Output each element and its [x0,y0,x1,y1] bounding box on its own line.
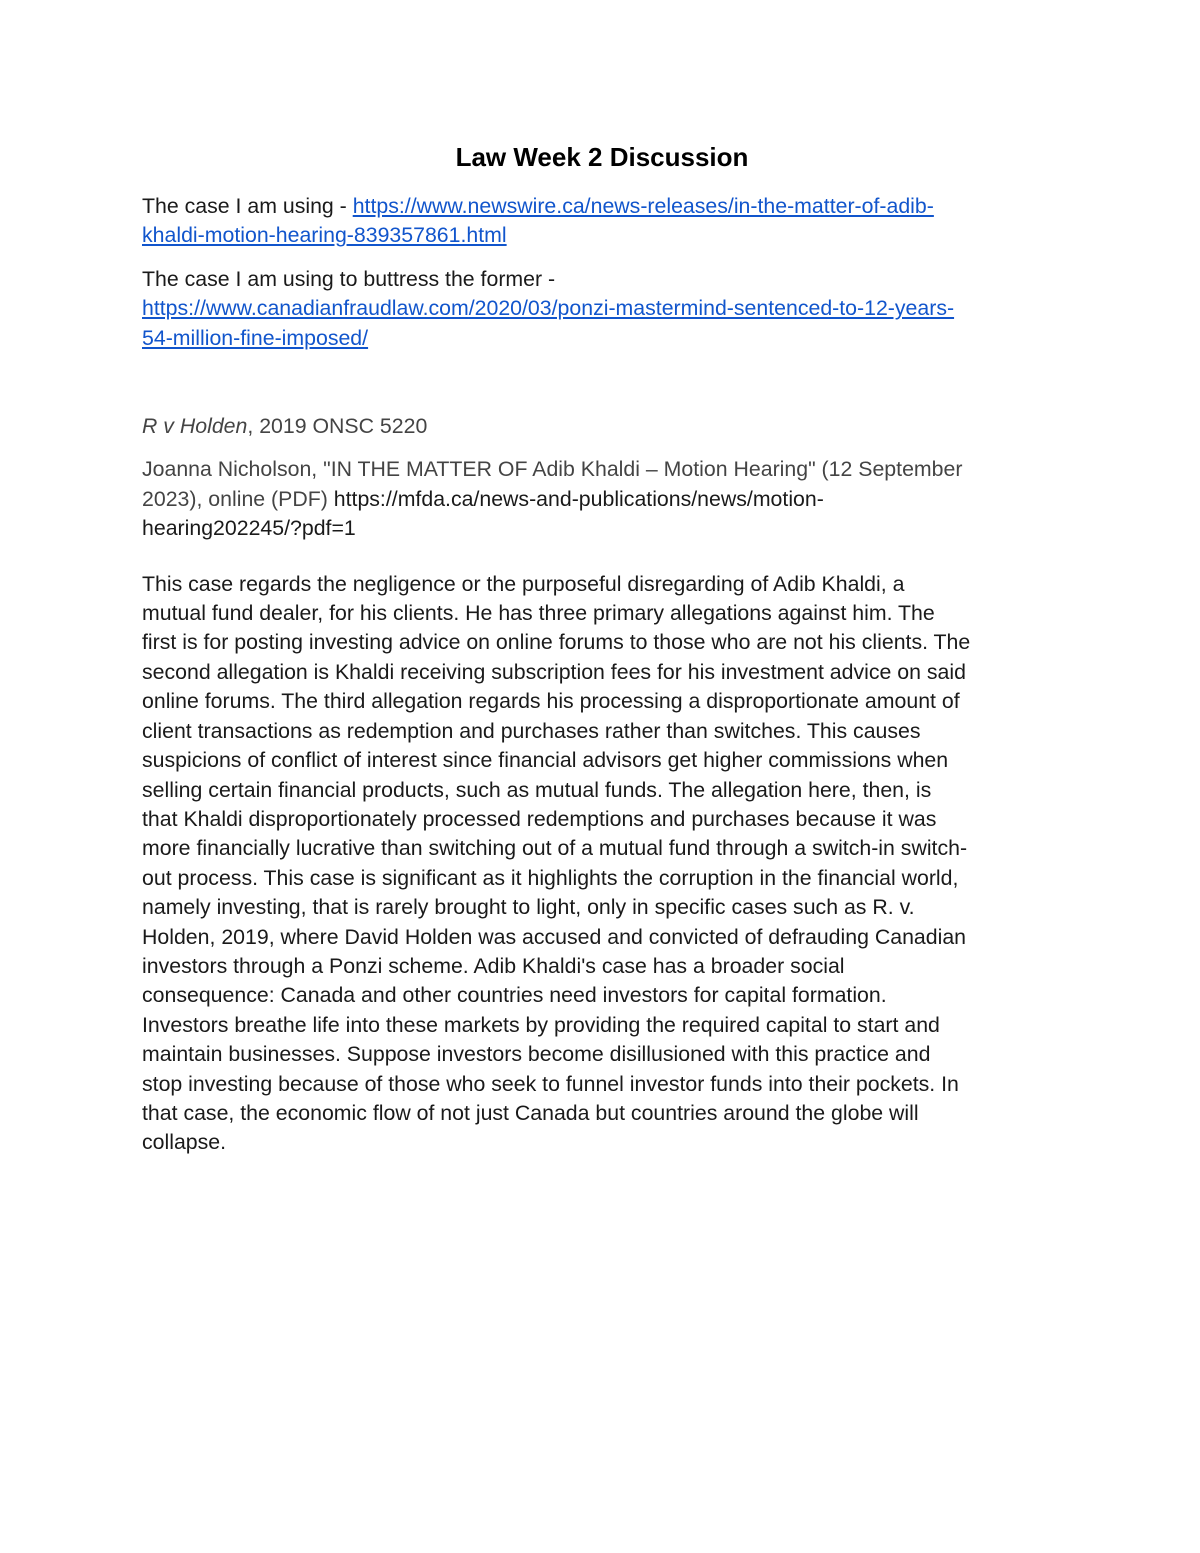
supporting-case-paragraph [142,265,1062,353]
primary-case-link-line1: https://www.newswire.ca/news-releases/in-the-matter-of-adib- [352,194,934,218]
body-line: collapse. [142,1130,227,1155]
primary-case-link-line2: khaldi-motion-hearing-839357861.html [142,223,507,248]
body-line: Holden, 2019, where David Holden was accused and convicted of defrauding Canadian [142,924,967,949]
supporting-case-link-line2: 54-million-fine-imposed/ [142,325,369,350]
body-line: consequence: Canada and other countries need investors for capital formation. [142,983,887,1008]
citation-holden [142,412,1062,441]
body-line: This case regards the negligence or the purposeful disregarding of Adib Khaldi, a [142,571,905,596]
body-line: online forums. The third allegation regards his processing a disproportionate amount of [142,689,960,714]
spacer [142,367,1062,412]
body-line: that Khaldi disproportionately processed redemptions and purchases because it was [142,806,937,831]
spacer [142,558,1062,570]
supporting-case-link[interactable] [142,296,954,349]
body-line: suspicions of conflict of interest since financial advisors get higher commissions when [142,748,949,773]
document-title: Law Week 2 Discussion [455,142,749,172]
primary-case-label: The case I am using - [142,194,353,218]
body-line: Investors breathe life into these markets by providing the required capital to start and [142,1012,940,1037]
body-line: first is for posting investing advice on online forums to those who are not his clients. The [142,630,971,655]
body-line: maintain businesses. Suppose investors become disillusioned with this practice and [142,1042,931,1067]
body-line: investors through a Ponzi scheme. Adib Khaldi's case has a broader social [142,953,845,978]
citation-nicholson-url: https://mfda.ca/news-and-publications/news/motion- [333,486,824,511]
discussion-body [142,570,1062,1158]
body-line: that case, the economic flow of not just Canada but countries around the globe will [142,1100,919,1125]
citation-nicholson [142,455,1062,543]
body-line: namely investing, that is rarely brought to light, only in specific cases such as R. v. [142,895,915,920]
body-line: more financially lucrative than switching out of a mutual fund through a switch-in switch- [142,836,968,861]
citation-nicholson-line1: Joanna Nicholson, "IN THE MATTER OF Adib Khaldi – Motion Hearing" (12 September [142,457,963,482]
body-line: selling certain financial products, such as mutual funds. The allegation here, then, is [142,777,932,802]
citation-nicholson-url-cont: hearing202245/?pdf=1 [142,516,356,541]
document-page [142,140,1062,1172]
citation-nicholson-line2-prefix: 2023), online (PDF) [142,486,334,511]
supporting-case-link-line1: https://www.canadianfraudlaw.com/2020/03/ponzi-mastermind-sentenced-to-12-years- [142,296,955,321]
body-line: stop investing because of those who seek to funnel investor funds into their pockets. In [142,1071,959,1096]
body-line: client transactions as redemption and purchases rather than switches. This causes [142,718,921,743]
citation-holden-case-name: R v Holden [142,414,248,439]
body-line: out process. This case is significant as it highlights the corruption in the financial world, [142,865,959,890]
citation-holden-rest: , 2019 ONSC 5220 [247,414,428,439]
body-line: second allegation is Khaldi receiving subscription fees for his investment advice on said [142,659,966,684]
supporting-case-label: The case I am using to buttress the former - [142,266,556,291]
primary-case-paragraph [142,192,1062,251]
body-line: mutual fund dealer, for his clients. He has three primary allegations against him. The [142,601,935,626]
